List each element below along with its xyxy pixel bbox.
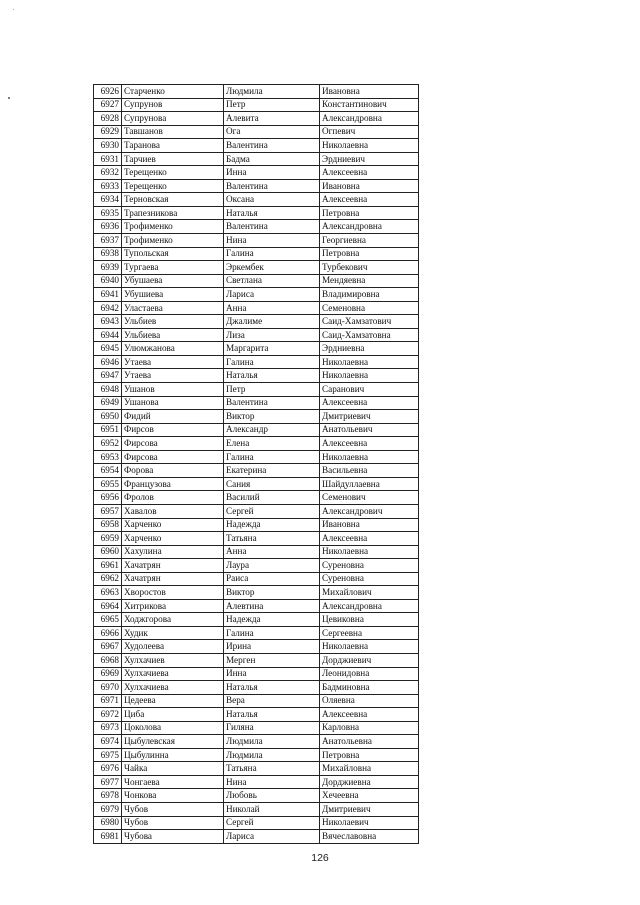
first-name-cell: Лаура [224, 559, 320, 573]
row-number: 6949 [94, 396, 122, 410]
patronymic-cell: Семенович [320, 491, 419, 505]
last-name-cell: Хахулина [122, 545, 224, 559]
first-name-cell: Мерген [224, 653, 320, 667]
first-name-cell: Василий [224, 491, 320, 505]
row-number: 6936 [94, 220, 122, 234]
patronymic-cell: Николаевна [320, 640, 419, 654]
first-name-cell: Ирина [224, 640, 320, 654]
first-name-cell: Наталья [224, 681, 320, 695]
first-name-cell: Светлана [224, 274, 320, 288]
first-name-cell: Александр [224, 423, 320, 437]
first-name-cell: Валентина [224, 396, 320, 410]
last-name-cell: Старченко [122, 85, 224, 99]
row-number: 6969 [94, 667, 122, 681]
table-row [94, 504, 419, 518]
first-name-cell: Валентина [224, 220, 320, 234]
table-row [94, 762, 419, 776]
row-number: 6973 [94, 721, 122, 735]
table-row [94, 328, 419, 342]
table-row [94, 802, 419, 816]
last-name-cell: Хворостов [122, 586, 224, 600]
patronymic-cell: Николаевна [320, 545, 419, 559]
patronymic-cell: Саид-Хамзатович [320, 315, 419, 329]
table-row [94, 301, 419, 315]
row-number: 6927 [94, 98, 122, 112]
patronymic-cell: Анатольевич [320, 423, 419, 437]
last-name-cell: Утаева [122, 355, 224, 369]
row-number: 6954 [94, 464, 122, 478]
row-number: 6943 [94, 315, 122, 329]
table-row [94, 721, 419, 735]
row-number: 6932 [94, 166, 122, 180]
patronymic-cell: Саид-Хамзатовна [320, 328, 419, 342]
table-row [94, 491, 419, 505]
row-number: 6966 [94, 626, 122, 640]
first-name-cell: Наталья [224, 206, 320, 220]
patronymic-cell: Михайлович [320, 586, 419, 600]
row-number: 6981 [94, 830, 122, 844]
row-number: 6939 [94, 261, 122, 275]
row-number: 6975 [94, 748, 122, 762]
table-row [94, 559, 419, 573]
patronymic-cell: Эрдниевна [320, 342, 419, 356]
row-number: 6935 [94, 206, 122, 220]
patronymic-cell: Александровна [320, 599, 419, 613]
table-row [94, 708, 419, 722]
table-row [94, 396, 419, 410]
roster-table [93, 84, 419, 844]
row-number: 6956 [94, 491, 122, 505]
row-number: 6947 [94, 369, 122, 383]
first-name-cell: Виктор [224, 410, 320, 424]
last-name-cell: Тавшанов [122, 125, 224, 139]
patronymic-cell: Николаевна [320, 369, 419, 383]
patronymic-cell: Александровна [320, 112, 419, 126]
first-name-cell: Валентина [224, 139, 320, 153]
first-name-cell: Галина [224, 450, 320, 464]
patronymic-cell: Николаевна [320, 355, 419, 369]
table-row [94, 437, 419, 451]
last-name-cell: Хитрикова [122, 599, 224, 613]
last-name-cell: Хачатрян [122, 572, 224, 586]
table-row [94, 206, 419, 220]
row-number: 6957 [94, 504, 122, 518]
table-row [94, 247, 419, 261]
patronymic-cell: Георгиевна [320, 234, 419, 248]
table-row [94, 274, 419, 288]
last-name-cell: Цыбулинна [122, 748, 224, 762]
first-name-cell: Лариса [224, 830, 320, 844]
table-row [94, 477, 419, 491]
row-number: 6942 [94, 301, 122, 315]
first-name-cell: Екатерина [224, 464, 320, 478]
patronymic-cell: Петровна [320, 748, 419, 762]
table-row [94, 234, 419, 248]
last-name-cell: Ушанова [122, 396, 224, 410]
first-name-cell: Сергей [224, 504, 320, 518]
first-name-cell: Эркембек [224, 261, 320, 275]
table-row [94, 748, 419, 762]
first-name-cell: Сания [224, 477, 320, 491]
patronymic-cell: Карловна [320, 721, 419, 735]
row-number: 6933 [94, 179, 122, 193]
first-name-cell: Вера [224, 694, 320, 708]
patronymic-cell: Дмитриевич [320, 802, 419, 816]
last-name-cell: Трофименко [122, 220, 224, 234]
last-name-cell: Форова [122, 464, 224, 478]
patronymic-cell: Ивановна [320, 518, 419, 532]
patronymic-cell: Сергеевна [320, 626, 419, 640]
row-number: 6953 [94, 450, 122, 464]
table-row [94, 532, 419, 546]
last-name-cell: Супрунова [122, 112, 224, 126]
table-row [94, 586, 419, 600]
last-name-cell: Фидий [122, 410, 224, 424]
row-number: 6951 [94, 423, 122, 437]
table-row [94, 112, 419, 126]
table-row [94, 816, 419, 830]
table-row [94, 369, 419, 383]
table-row [94, 193, 419, 207]
patronymic-cell: Цевиковна [320, 613, 419, 627]
first-name-cell: Любовь [224, 789, 320, 803]
last-name-cell: Супрунов [122, 98, 224, 112]
table-row [94, 681, 419, 695]
last-name-cell: Ульбиев [122, 315, 224, 329]
row-number: 6965 [94, 613, 122, 627]
first-name-cell: Оксана [224, 193, 320, 207]
last-name-cell: Убушаева [122, 274, 224, 288]
patronymic-cell: Суреновна [320, 559, 419, 573]
row-number: 6928 [94, 112, 122, 126]
first-name-cell: Гиляна [224, 721, 320, 735]
patronymic-cell: Огпевич [320, 125, 419, 139]
patronymic-cell: Петровна [320, 206, 419, 220]
patronymic-cell: Алексеевна [320, 437, 419, 451]
table-row [94, 735, 419, 749]
last-name-cell: Фирсова [122, 450, 224, 464]
last-name-cell: Чайка [122, 762, 224, 776]
row-number: 6958 [94, 518, 122, 532]
roster-table-body [94, 85, 419, 844]
last-name-cell: Хулхачиева [122, 681, 224, 695]
patronymic-cell: Саранович [320, 383, 419, 397]
last-name-cell: Чубова [122, 830, 224, 844]
row-number: 6952 [94, 437, 122, 451]
last-name-cell: Харченко [122, 532, 224, 546]
patronymic-cell: Хечеевна [320, 789, 419, 803]
patronymic-cell: Дорджиевна [320, 775, 419, 789]
first-name-cell: Виктор [224, 586, 320, 600]
table-row [94, 464, 419, 478]
patronymic-cell: Суреновна [320, 572, 419, 586]
first-name-cell: Наталья [224, 369, 320, 383]
patronymic-cell: Турбекович [320, 261, 419, 275]
patronymic-cell: Ивановна [320, 85, 419, 99]
first-name-cell: Алевита [224, 112, 320, 126]
patronymic-cell: Дорджиевич [320, 653, 419, 667]
row-number: 6930 [94, 139, 122, 153]
row-number: 6926 [94, 85, 122, 99]
table-row [94, 789, 419, 803]
row-number: 6929 [94, 125, 122, 139]
first-name-cell: Нина [224, 775, 320, 789]
first-name-cell: Алевтина [224, 599, 320, 613]
table-row [94, 383, 419, 397]
patronymic-cell: Алексеевна [320, 193, 419, 207]
patronymic-cell: Эрдниевич [320, 152, 419, 166]
last-name-cell: Фирсова [122, 437, 224, 451]
patronymic-cell: Николаевна [320, 139, 419, 153]
first-name-cell: Инна [224, 166, 320, 180]
last-name-cell: Уластаева [122, 301, 224, 315]
first-name-cell: Анна [224, 301, 320, 315]
row-number: 6961 [94, 559, 122, 573]
last-name-cell: Хулхачиева [122, 667, 224, 681]
last-name-cell: Трофименко [122, 234, 224, 248]
table-row [94, 85, 419, 99]
row-number: 6944 [94, 328, 122, 342]
last-name-cell: Циба [122, 708, 224, 722]
row-number: 6970 [94, 681, 122, 695]
patronymic-cell: Алексеевна [320, 708, 419, 722]
first-name-cell: Лариса [224, 288, 320, 302]
table-row [94, 775, 419, 789]
patronymic-cell: Леонидовна [320, 667, 419, 681]
patronymic-cell: Алексеевна [320, 532, 419, 546]
patronymic-cell: Алексеевна [320, 396, 419, 410]
last-name-cell: Терещенко [122, 166, 224, 180]
first-name-cell: Надежда [224, 518, 320, 532]
patronymic-cell: Семеновна [320, 301, 419, 315]
table-row [94, 410, 419, 424]
row-number: 6945 [94, 342, 122, 356]
table-row [94, 423, 419, 437]
last-name-cell: Цыбулевская [122, 735, 224, 749]
table-row [94, 261, 419, 275]
patronymic-cell: Николаевич [320, 816, 419, 830]
scan-speck [8, 97, 10, 99]
table-row [94, 342, 419, 356]
patronymic-cell: Алексеевна [320, 166, 419, 180]
last-name-cell: Цедеева [122, 694, 224, 708]
table-row [94, 599, 419, 613]
last-name-cell: Ушанов [122, 383, 224, 397]
patronymic-cell: Ивановна [320, 179, 419, 193]
patronymic-cell: Владимировна [320, 288, 419, 302]
first-name-cell: Галина [224, 247, 320, 261]
table-row [94, 125, 419, 139]
first-name-cell: Бадма [224, 152, 320, 166]
patronymic-cell: Александрович [320, 504, 419, 518]
row-number: 6955 [94, 477, 122, 491]
table-row [94, 355, 419, 369]
row-number: 6940 [94, 274, 122, 288]
row-number: 6967 [94, 640, 122, 654]
row-number: 6941 [94, 288, 122, 302]
table-row [94, 694, 419, 708]
row-number: 6950 [94, 410, 122, 424]
last-name-cell: Хачатрян [122, 559, 224, 573]
first-name-cell: Галина [224, 626, 320, 640]
first-name-cell: Людмила [224, 85, 320, 99]
last-name-cell: Чонгаева [122, 775, 224, 789]
table-row [94, 830, 419, 844]
last-name-cell: Терещенко [122, 179, 224, 193]
table-row [94, 640, 419, 654]
row-number: 6974 [94, 735, 122, 749]
table-row [94, 98, 419, 112]
last-name-cell: Чонкова [122, 789, 224, 803]
last-name-cell: Хулхачиев [122, 653, 224, 667]
patronymic-cell: Дмитриевич [320, 410, 419, 424]
row-number: 6934 [94, 193, 122, 207]
row-number: 6963 [94, 586, 122, 600]
first-name-cell: Нина [224, 234, 320, 248]
row-number: 6948 [94, 383, 122, 397]
row-number: 6964 [94, 599, 122, 613]
patronymic-cell: Васильевна [320, 464, 419, 478]
last-name-cell: Терновская [122, 193, 224, 207]
first-name-cell: Раиса [224, 572, 320, 586]
table-row [94, 545, 419, 559]
patronymic-cell: Шайдуллаевна [320, 477, 419, 491]
first-name-cell: Инна [224, 667, 320, 681]
table-row [94, 667, 419, 681]
table-row [94, 139, 419, 153]
last-name-cell: Худик [122, 626, 224, 640]
first-name-cell: Петр [224, 98, 320, 112]
last-name-cell: Чубов [122, 816, 224, 830]
patronymic-cell: Николаевна [320, 450, 419, 464]
row-number: 6937 [94, 234, 122, 248]
first-name-cell: Татьяна [224, 532, 320, 546]
patronymic-cell: Мендяевна [320, 274, 419, 288]
table-row [94, 179, 419, 193]
row-number: 6938 [94, 247, 122, 261]
first-name-cell: Сергей [224, 816, 320, 830]
last-name-cell: Фирсов [122, 423, 224, 437]
last-name-cell: Тупольская [122, 247, 224, 261]
row-number: 6968 [94, 653, 122, 667]
table-row [94, 315, 419, 329]
patronymic-cell: Михайловна [320, 762, 419, 776]
patronymic-cell: Константинович [320, 98, 419, 112]
row-number: 6960 [94, 545, 122, 559]
table-row [94, 653, 419, 667]
last-name-cell: Цоколова [122, 721, 224, 735]
last-name-cell: Чубов [122, 802, 224, 816]
scan-speck [13, 9, 14, 10]
first-name-cell: Людмила [224, 735, 320, 749]
table-row [94, 288, 419, 302]
first-name-cell: Маргарита [224, 342, 320, 356]
row-number: 6978 [94, 789, 122, 803]
patronymic-cell: Вячеславовна [320, 830, 419, 844]
last-name-cell: Тургаева [122, 261, 224, 275]
first-name-cell: Ога [224, 125, 320, 139]
row-number: 6946 [94, 355, 122, 369]
first-name-cell: Галина [224, 355, 320, 369]
row-number: 6962 [94, 572, 122, 586]
first-name-cell: Джалиме [224, 315, 320, 329]
first-name-cell: Людмила [224, 748, 320, 762]
table-row [94, 220, 419, 234]
first-name-cell: Петр [224, 383, 320, 397]
last-name-cell: Французова [122, 477, 224, 491]
row-number: 6959 [94, 532, 122, 546]
first-name-cell: Татьяна [224, 762, 320, 776]
last-name-cell: Харченко [122, 518, 224, 532]
first-name-cell: Надежда [224, 613, 320, 627]
first-name-cell: Елена [224, 437, 320, 451]
last-name-cell: Убушиева [122, 288, 224, 302]
table-row [94, 572, 419, 586]
patronymic-cell: Бадминовна [320, 681, 419, 695]
row-number: 6971 [94, 694, 122, 708]
last-name-cell: Тарчиев [122, 152, 224, 166]
last-name-cell: Улюмжанова [122, 342, 224, 356]
last-name-cell: Фролов [122, 491, 224, 505]
first-name-cell: Валентина [224, 179, 320, 193]
last-name-cell: Таранова [122, 139, 224, 153]
patronymic-cell: Анатольевна [320, 735, 419, 749]
row-number: 6980 [94, 816, 122, 830]
first-name-cell: Лиза [224, 328, 320, 342]
table-row [94, 152, 419, 166]
row-number: 6931 [94, 152, 122, 166]
first-name-cell: Наталья [224, 708, 320, 722]
row-number: 6977 [94, 775, 122, 789]
table-row [94, 626, 419, 640]
patronymic-cell: Петровна [320, 247, 419, 261]
first-name-cell: Анна [224, 545, 320, 559]
patronymic-cell: Александровна [320, 220, 419, 234]
last-name-cell: Худолеева [122, 640, 224, 654]
last-name-cell: Ульбиева [122, 328, 224, 342]
row-number: 6976 [94, 762, 122, 776]
row-number: 6979 [94, 802, 122, 816]
last-name-cell: Ходжгорова [122, 613, 224, 627]
table-row [94, 450, 419, 464]
last-name-cell: Хавалов [122, 504, 224, 518]
table-row [94, 518, 419, 532]
table-row [94, 166, 419, 180]
row-number: 6972 [94, 708, 122, 722]
first-name-cell: Николай [224, 802, 320, 816]
page-number: 126 [311, 852, 329, 864]
last-name-cell: Трапезникова [122, 206, 224, 220]
table-row [94, 613, 419, 627]
patronymic-cell: Оляевна [320, 694, 419, 708]
last-name-cell: Утаева [122, 369, 224, 383]
